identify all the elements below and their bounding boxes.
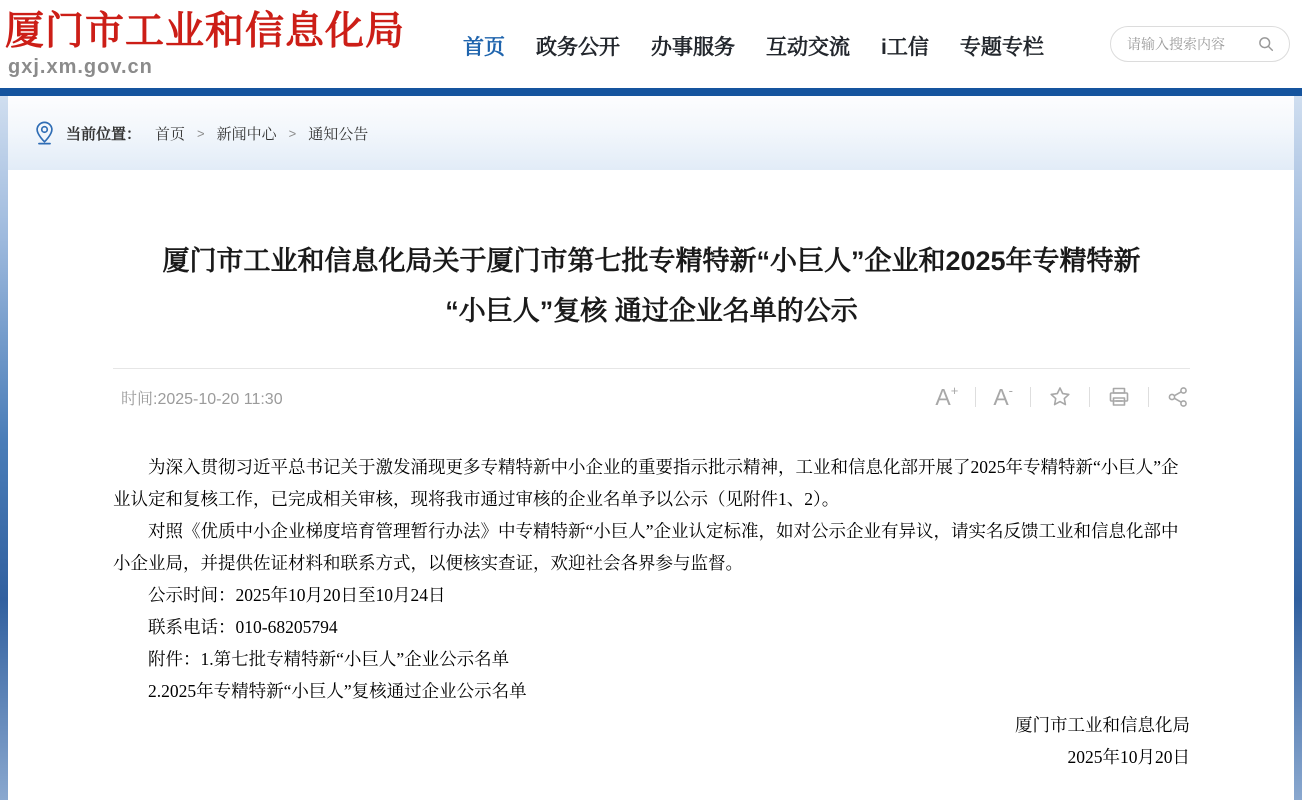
main-nav xyxy=(463,31,1044,61)
article-paragraph: 对照《优质中小企业梯度培育管理暂行办法》中专精特新“小巨人”企业认定标准，如对公示企业有异议，请实名反馈工业和信息化部中小企业局，并提供佐证材料和联系方式，以便核实查证，欢迎社会各界参与监督。 xyxy=(113,521,1179,573)
toolbar-divider xyxy=(1089,387,1090,407)
font-increase-sign: + xyxy=(950,382,959,398)
article-paragraph: 为深入贯彻习近平总书记关于激发涌现更多专精特新中小企业的重要指示批示精神，工业和信息化部开展了2025年专精特新“小巨人”企业认定和复核工作，已完成相关审核，现将我市通过审核的企业名单予以公示（见附件1、2）。 xyxy=(113,457,1179,509)
share-icon[interactable] xyxy=(1166,385,1190,409)
contact-phone-line: 联系电话：010-68205794 xyxy=(148,617,338,637)
breadcrumb-item-notices[interactable]: 通知公告 xyxy=(308,125,369,143)
publish-time: 时间:2025-10-20 11:30 xyxy=(121,390,283,408)
site-logo-url: gxj.xm.gov.cn xyxy=(8,55,153,78)
nav-item-special-topics[interactable]: 专题专栏 xyxy=(959,36,1044,59)
signature-org: 厦门市工业和信息化局 xyxy=(1015,715,1190,735)
location-pin-icon xyxy=(35,121,54,145)
nav-item-gov-info[interactable]: 政务公开 xyxy=(536,36,620,59)
font-increase-letter: A xyxy=(935,383,951,410)
toolbar-divider xyxy=(1148,387,1149,407)
breadcrumb-separator: > xyxy=(197,125,205,141)
nav-item-services[interactable]: 办事服务 xyxy=(651,36,735,59)
article-signature xyxy=(113,709,1190,773)
signature-date: 2025年10月20日 xyxy=(1067,747,1190,767)
breadcrumb-item-home[interactable]: 首页 xyxy=(155,125,186,143)
nav-item-home[interactable]: 首页 xyxy=(463,36,505,59)
search-box[interactable] xyxy=(1110,26,1290,62)
font-decrease-letter: A xyxy=(993,383,1009,410)
article-title-line1: 厦门市工业和信息化局关于厦门市第七批专精特新“小巨人”企业和2025年专精特新 xyxy=(162,246,1141,276)
breadcrumb xyxy=(8,96,1294,170)
breadcrumb-item-news-center[interactable]: 新闻中心 xyxy=(216,125,277,143)
toolbar-divider xyxy=(975,387,976,407)
content-card xyxy=(8,96,1294,800)
font-decrease-button[interactable] xyxy=(993,382,1013,410)
toolbar-divider xyxy=(1030,387,1031,407)
font-increase-button[interactable] xyxy=(935,382,959,410)
breadcrumb-label: 当前位置： xyxy=(66,125,142,143)
site-logo-title[interactable]: 厦门市工业和信息化局 xyxy=(5,9,406,53)
attachment-line-2: 2.2025年专精特新“小巨人”复核通过企业公示名单 xyxy=(148,681,527,701)
breadcrumb-separator: > xyxy=(288,125,297,141)
attachment-line-1: 附件：1.第七批专精特新“小巨人”企业公示名单 xyxy=(148,649,510,669)
site-header xyxy=(0,0,1302,88)
search-input[interactable] xyxy=(1127,36,1257,52)
article-meta-row xyxy=(113,369,1190,425)
print-icon[interactable] xyxy=(1107,385,1131,409)
search-icon[interactable] xyxy=(1257,35,1275,53)
article-body xyxy=(113,425,1190,773)
font-decrease-sign: - xyxy=(1008,382,1013,398)
article-toolbar xyxy=(935,382,1190,410)
publicity-period-line: 公示时间：2025年10月20日至10月24日 xyxy=(148,585,446,605)
article-title xyxy=(113,236,1190,336)
article-container xyxy=(8,236,1294,773)
header-accent-bar xyxy=(0,88,1302,96)
nav-item-igongxin[interactable]: i工信 xyxy=(881,36,929,59)
article-title-line2: “小巨人”复核 通过企业名单的公示 xyxy=(445,296,858,326)
site-logo[interactable] xyxy=(5,10,463,79)
nav-item-interaction[interactable]: 互动交流 xyxy=(766,36,850,59)
favorite-star-icon[interactable] xyxy=(1048,385,1072,409)
